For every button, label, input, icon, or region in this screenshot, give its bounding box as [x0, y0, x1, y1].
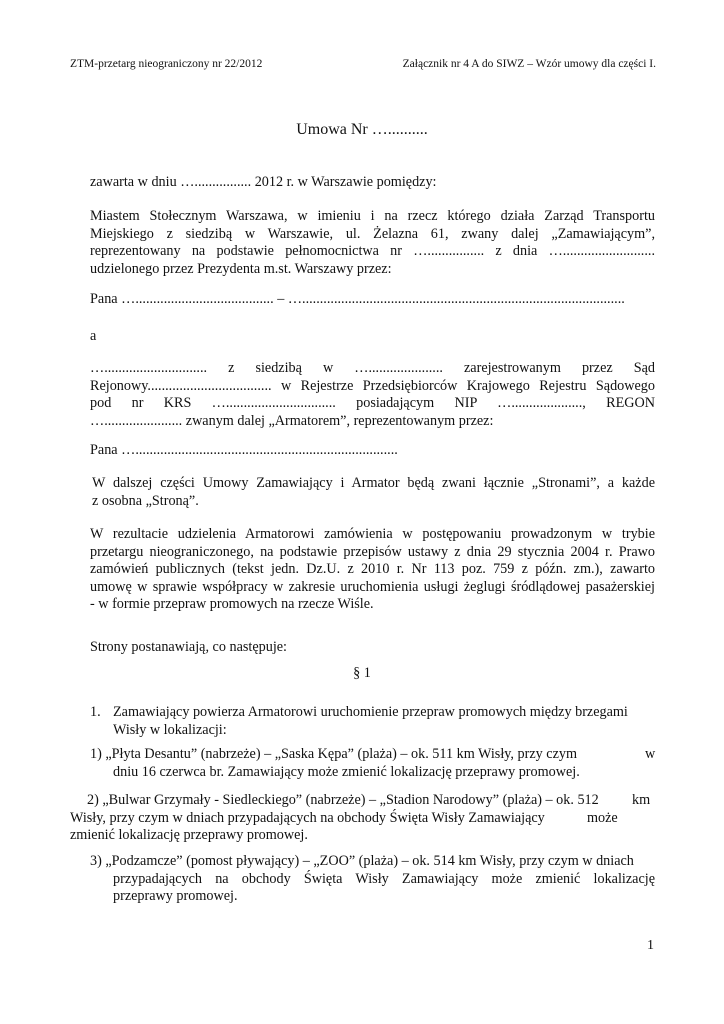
party2-line: …...................... zwanym dalej „Armatorem”, reprezentowanym przez: [90, 412, 494, 429]
party1-line: Miastem Stołecznym Warszawa, w imieniu i na rzecz którego działa Zarząd Transportu [90, 208, 655, 224]
location3-line: 3) „Podzamcze” (pomost pływający) – „ZOO” (plaża) – ok. 514 km Wisły, przy czym w dniach [90, 853, 634, 869]
result-line: przetargu nieograniczonego, na podstawie przepisów ustawy z dnia 29 stycznia 2004 r. Prawo [90, 543, 655, 560]
section-heading: § 1 [353, 665, 371, 681]
location2-line: zmienić lokalizację przeprawy promowej. [70, 827, 308, 843]
location3-line: przypadających na obchody Święta Wisły Zamawiający może zmienić lokalizację [113, 870, 655, 887]
location3-paragraph [90, 853, 655, 906]
party2-line: Rejonowy................................... w Rejestrze Przedsiębiorców Krajowego Rejestru Sądowego [90, 377, 655, 394]
party1-line: Miejskiego z siedzibą w Warszawie, ul. Żelazna 61, zwany dalej „Zamawiającym”, [90, 225, 655, 242]
item1-paragraph [113, 704, 655, 739]
parties-line: W dalszej części Umowy Zamawiający i Armator będą zwani łącznie „Stronami”, a każde [92, 475, 655, 491]
result-line: - w formie przepraw promowych na rzecze Wiśle. [90, 596, 374, 612]
location1-line: 1) „Płyta Desantu” (nabrzeże) – „Saska Kępa” (plaża) – ok. 511 km Wisły, przy czym [90, 746, 578, 762]
page-number: 1 [647, 938, 654, 953]
result-line: umowę w sprawie współpracy w zakresie uruchomienia usługi żeglugi śródlądowej pasażerskiej [90, 578, 655, 595]
party1-line: udzielonego przez Prezydenta m.st. Warszawy przez: [90, 260, 392, 277]
item1-line: Zamawiający powierza Armatorowi uruchomienie przepraw promowych między brzegami [113, 704, 628, 720]
pana1-line: Pana …....................................... – …........................................................................................... [90, 291, 625, 307]
item1-line: Wisły w lokalizacji: [113, 721, 227, 738]
party2-line: pod nr KRS …............................... posiadającym NIP …...................., REGON [90, 395, 655, 411]
location1-line: dniu 16 czerwca br. Zamawiający może zmienić lokalizację przeprawy promowej. [113, 763, 580, 780]
location2-line-end: może [587, 809, 618, 826]
header-right: Załącznik nr 4 A do SIWZ – Wzór umowy dla części I. [402, 58, 656, 70]
result-line: W rezultacie udzielenia Armatorowi zamówienia w postępowaniu prowadzonym w trybie [90, 526, 655, 542]
parties-paragraph [92, 475, 655, 510]
pana2-line: Pana ….......................................................................... [90, 442, 398, 458]
party1-line: reprezentowany na podstawie pełnomocnictwa nr …................ z dnia ….......................... [90, 243, 655, 259]
location2-line: Wisły, przy czym w dniach przypadających na obchody Święta Wisły Zamawiający [70, 809, 545, 826]
location2-paragraph [70, 792, 655, 845]
location2-line-end: km [632, 792, 651, 808]
party1-paragraph [90, 208, 655, 278]
party2-paragraph [90, 360, 655, 430]
item1-number: 1. [90, 704, 101, 720]
location3-line: przeprawy promowej. [113, 888, 238, 904]
location2-line: 2) „Bulwar Grzymały - Siedleckiego” (nabrzeże) – „Stadion Narodowy” (plaża) – ok. 512 [87, 792, 599, 808]
agree-line: Strony postanawiają, co następuje: [90, 639, 287, 655]
location1-paragraph [90, 746, 655, 781]
document-title: Umowa Nr ….......... [296, 121, 428, 138]
location1-line-end: w [645, 746, 656, 762]
and-line: a [90, 328, 97, 344]
parties-line: z osobna „Stroną”. [92, 492, 199, 509]
header-left: ZTM-przetarg nieograniczony nr 22/2012 [70, 58, 263, 70]
result-paragraph [90, 526, 655, 614]
party2-line: …............................. z siedzibą w …..................... zarejestrowanym przez Sąd [90, 360, 655, 376]
intro-paragraph: zawarta w dniu …................ 2012 r. w Warszawie pomiędzy: [90, 174, 437, 190]
result-line: zamówień publicznych (tekst jedn. Dz.U. z 2010 r. Nr 113 poz. 759 z późn. zm.), zawarto [90, 561, 655, 577]
